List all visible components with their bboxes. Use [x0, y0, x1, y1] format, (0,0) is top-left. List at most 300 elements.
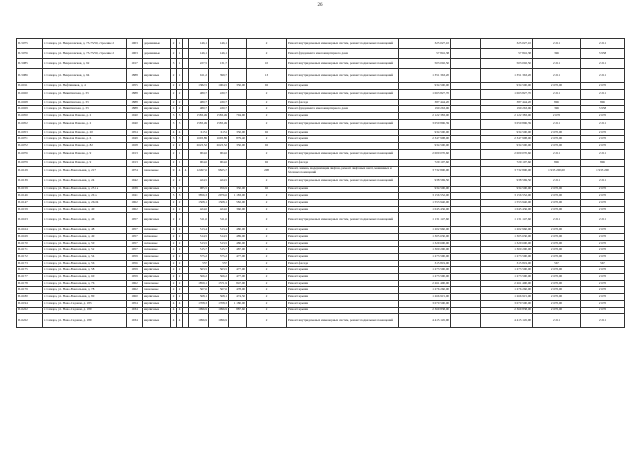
table-row: [17, 106, 625, 113]
cell-cost-fund: [451, 149, 481, 159]
cell-cost-total: 1 300 290,00: [481, 247, 533, 254]
cell-area-living: 430,7: [209, 106, 229, 113]
cell-area-living: 424,5: [209, 176, 229, 186]
cell-material: кирпичные: [143, 300, 171, 307]
cell-cost-fund: [451, 83, 481, 90]
cell-roof-area: 487,00: [229, 247, 247, 254]
cell-max-cost: 2 670: [581, 254, 625, 261]
cell-work-type: Ремонт внутридомовых инженерных систем, ремонт подвальных помещений: [287, 213, 399, 227]
cell-residents: 2: [247, 227, 287, 234]
cell-area-living: 557: [209, 260, 229, 267]
cell-cost-total: 1 273 590,00: [481, 274, 533, 281]
cell-area-living: 1571,9: [209, 280, 229, 287]
cell-area-living: 1996,9: [209, 314, 229, 328]
cell-floors: 2: [171, 213, 177, 227]
cell-roof-area: [229, 49, 247, 59]
cell-max-cost: 3 958: [581, 106, 625, 113]
cell-year: 1959: [127, 274, 143, 281]
table-row: [17, 159, 625, 166]
cell-cost-fund: [451, 176, 481, 186]
cell-work-type: Ремонт крыши: [287, 294, 399, 301]
cell-id: П-6222: [17, 307, 43, 314]
cell-max-cost: 2 670: [581, 233, 625, 240]
cell-floors: 2: [171, 280, 177, 287]
cell-cost: 2 347 998,00: [399, 136, 451, 143]
cell-material: деревянные: [143, 49, 171, 59]
cell-address: г. Самара, ул. Ново-Вокзальная, д. 48: [43, 227, 127, 234]
cell-roof-area: 477,00: [229, 254, 247, 261]
cell-max-cost: 2 670: [581, 267, 625, 274]
cell-cost-total: 2 122 383,00: [481, 113, 533, 120]
cell-cost-fund: [451, 307, 481, 314]
cell-address: г. Самара, ул. Ново-Вокзальная, д. 80: [43, 294, 127, 301]
cell-cost-fund: [451, 119, 481, 129]
cell-id: П-5086: [17, 69, 43, 83]
cell-address: г. Самара, ул. Николая Панова, д. 2: [43, 113, 127, 120]
cell-cost-fund: [451, 159, 481, 166]
cell-work-type: Ремонт фасада: [287, 159, 399, 166]
cell-area-total: 566,2: [189, 274, 209, 281]
cell-area-living: 1996,9: [209, 307, 229, 314]
cell-work-type: Ремонт внутридомовых инженерных систем, ремонт подвальных помещений: [287, 176, 399, 186]
cell-entrances: 2: [177, 267, 183, 274]
cell-address: г. Самара, ул. Ново-Вокзальная, д. 54: [43, 254, 127, 261]
cell-work-type: Ремонт крыши: [287, 267, 399, 274]
cell-cost: 2 122 383,00: [399, 113, 451, 120]
table-row: [17, 274, 625, 281]
cell-unit-cost: 2 211: [533, 314, 581, 328]
cell-work-type: Ремонт крыши: [287, 280, 399, 287]
cell-id: П-6052: [17, 119, 43, 129]
cell-year: 1903: [127, 39, 143, 49]
cell-max-cost: 2 211: [581, 89, 625, 99]
cell-address: г. Самара, ул. Никитинская, д. 33: [43, 106, 127, 113]
cell-material: панельные: [143, 287, 171, 294]
cell-cost: 934 500,00: [399, 186, 451, 193]
cell-entrances: 3: [177, 113, 183, 120]
cell-material: кирпичные: [143, 274, 171, 281]
cell-max-cost: 2 670: [581, 294, 625, 301]
table-row: [17, 280, 625, 287]
cell-area-total: 1583,49: [189, 113, 209, 120]
cell-id: П-6164: [17, 227, 43, 234]
cell-area-total: 146,1: [189, 39, 209, 49]
cell-area-total: 1996,9: [189, 314, 209, 328]
cell-work-type: Ремонт крыши: [287, 129, 399, 136]
cell-address: г. Самара, ул. Ново-Вокзальная, д. 49: [43, 233, 127, 240]
cell-area-total: 511,6: [189, 213, 209, 227]
cell-max-cost: 2 211: [581, 119, 625, 129]
cell-cost: 315 819,00: [399, 260, 451, 267]
page-number: 26: [317, 3, 323, 8]
cell-max-cost: 2 670: [581, 274, 625, 281]
cell-floors: 3: [171, 113, 177, 120]
cell-floors: 2: [171, 274, 177, 281]
cell-cost-fund: [451, 300, 481, 307]
cell-year: 1962: [127, 280, 143, 287]
cell-address: г. Самара, ул. Ново-Садовая, д. 183: [43, 300, 127, 307]
cell-area-living: 904,6: [209, 159, 229, 166]
cell-max-cost: 2 211: [581, 314, 625, 328]
cell-residents: 13: [247, 69, 287, 83]
cell-unit-cost: 2 211: [533, 119, 581, 129]
cell-max-cost: 2 670: [581, 136, 625, 143]
cell-max-cost: 2 670: [581, 300, 625, 307]
cell-floors: 2: [171, 199, 177, 206]
cell-cost-fund: [451, 186, 481, 193]
cell-work-type: Ремонт крыши: [287, 307, 399, 314]
cell-work-type: Ремонт крыши: [287, 186, 399, 193]
cell-area-total: 1708,3: [189, 300, 209, 307]
table-row: [17, 143, 625, 150]
cell-cost: 1 063 827,70: [399, 89, 451, 99]
cell-address: г. Самара, ул. Ново-Вокзальная, д. 76: [43, 280, 127, 287]
cell-cost-total: 2 261 490,00: [481, 280, 533, 287]
table-row: [17, 213, 625, 227]
cell-area-total: 424,6: [189, 206, 209, 213]
cell-max-cost: 2 670: [581, 247, 625, 254]
cell-max-cost: 2 670: [581, 129, 625, 136]
cell-cost-total: 1 329 600,00: [481, 240, 533, 247]
cell-floors: 2: [171, 143, 177, 150]
cell-cost-fund: [451, 113, 481, 120]
cell-cost-fund: [451, 69, 481, 83]
cell-address: г. Самара, ул. Ново-Вокзальная, д. 26 а: [43, 193, 127, 200]
cell-area-living: 9825,7: [209, 166, 229, 176]
cell-roof-area: 480,00: [229, 227, 247, 234]
cell-roof-area: 489,00: [229, 233, 247, 240]
cell-unit-cost: 567: [533, 260, 581, 267]
cell-year: 1957: [127, 233, 143, 240]
cell-id: П-5075: [17, 39, 43, 49]
cell-roof-area: 478,00: [229, 287, 247, 294]
cell-roof-area: [229, 176, 247, 186]
cell-year: 1962: [127, 206, 143, 213]
cell-residents: 2: [247, 314, 287, 328]
cell-entrances: 2: [177, 83, 183, 90]
cell-address: г. Самара, ул. Ново-Садовая, д. 189: [43, 314, 127, 328]
cell-cost-total: 3 732 800,00: [481, 166, 533, 176]
cell-cost-fund: [451, 206, 481, 213]
cell-address: г. Самара, ул. Ново-Вокзальная, д. 251 а: [43, 186, 127, 193]
cell-residents: 2: [247, 149, 287, 159]
cell-cost: 387 444,20: [399, 99, 451, 106]
cell-area-living: 1583,49: [209, 113, 229, 120]
cell-area-total: 1996,9: [189, 307, 209, 314]
cell-work-type: Ремонт внутридомовых инженерных систем, ремонт подвальных помещений: [287, 314, 399, 328]
cell-cost-fund: [451, 136, 481, 143]
table-row: [17, 199, 625, 206]
cell-residents: 2: [247, 307, 287, 314]
cell-address: г. Самара, ул. Ново-Садовая, д. 189: [43, 307, 127, 314]
cell-cost-total: 1 553 940,00: [481, 199, 533, 206]
cell-cost: 2 369 838,00: [399, 307, 451, 314]
cell-area-living: 1508,1: [209, 199, 229, 206]
cell-year: 1888: [127, 69, 143, 83]
cell-id: П-6179: [17, 287, 43, 294]
cell-year: 1888: [127, 106, 143, 113]
table-row: [17, 227, 625, 234]
cell-cost-total: 503 002,50: [481, 59, 533, 69]
cell-cost: 3 050 896,39: [399, 119, 451, 129]
cell-area-total: 1583,49: [189, 119, 209, 129]
table-row: [17, 240, 625, 247]
cell-work-type: Ремонт крыши: [287, 136, 399, 143]
cell-unit-cost: 2 670,00: [533, 280, 581, 287]
cell-area-living: 514,5: [209, 233, 229, 240]
cell-year: 1934: [127, 307, 143, 314]
cell-year: 1913: [127, 149, 143, 159]
cell-floors: 2: [171, 247, 177, 254]
cell-max-cost: 2 211: [581, 39, 625, 49]
cell-roof-area: [229, 89, 247, 99]
cell-material: панельные: [143, 280, 171, 287]
repair-program-table: [16, 38, 625, 328]
cell-address: г. Самара, ул. Ново-Вокзальная, д. 24: [43, 176, 127, 186]
cell-work-type: Ремонт фундамента многоквартирного дома: [287, 49, 399, 59]
cell-work-type: Ремонт внутридомовых инженерных систем, ремонт подвальных помещений: [287, 59, 399, 69]
cell-unit-cost: 2 670,00: [533, 129, 581, 136]
cell-work-type: Ремонт фундамента многоквартирного дома: [287, 106, 399, 113]
cell-id: П-6178: [17, 280, 43, 287]
table-row: [17, 233, 625, 240]
cell-cost-fund: [451, 106, 481, 113]
cell-material: шлаковые: [143, 240, 171, 247]
cell-id: П-6079: [17, 159, 43, 166]
cell-material: шлаковые: [143, 247, 171, 254]
cell-unit-cost: 2 670,00: [533, 274, 581, 281]
table-row: [17, 294, 625, 301]
cell-roof-area: [229, 213, 247, 227]
cell-floors: 2: [171, 89, 177, 99]
cell-cost-total: 190 263,06: [481, 106, 533, 113]
cell-roof-area: [229, 106, 247, 113]
cell-work-type: Ремонт крыши: [287, 233, 399, 240]
cell-year: 1962: [127, 199, 143, 206]
cell-entrances: 4: [177, 166, 183, 176]
cell-unit-cost: 2 670,00: [533, 287, 581, 294]
cell-residents: 2: [247, 274, 287, 281]
cell-max-cost: 2 211: [581, 213, 625, 227]
cell-year: 1888: [127, 99, 143, 106]
cell-cost-total: 729 107,60: [481, 159, 533, 166]
cell-residents: 2: [247, 119, 287, 129]
cell-roof-area: 474,50: [229, 294, 247, 301]
cell-entrances: 2: [177, 247, 183, 254]
cell-area-living: 424,6: [209, 206, 229, 213]
cell-area-total: 1508,1: [189, 199, 209, 206]
cell-floors: 2: [171, 176, 177, 186]
cell-residents: 2: [247, 193, 287, 200]
cell-floors: 2: [171, 69, 177, 83]
cell-unit-cost: 2 670,00: [533, 300, 581, 307]
cell-id: П-6053: [17, 129, 43, 136]
table-row: [17, 260, 625, 267]
cell-cost: 1 300 290,00: [399, 247, 451, 254]
cell-cost-total: 934 500,00: [481, 83, 533, 90]
cell-material: кирпичные: [143, 69, 171, 83]
cell-material: кирпичные: [143, 260, 171, 267]
cell-work-type: Ремонт крыши: [287, 83, 399, 90]
cell-max-cost: 806: [581, 159, 625, 166]
cell-floors: 2: [171, 227, 177, 234]
cell-cost: 934 500,00: [399, 129, 451, 136]
cell-area-total: 575,2: [189, 254, 209, 261]
cell-area-total: 514,5: [189, 233, 209, 240]
cell-id: П-6159: [17, 206, 43, 213]
cell-roof-area: 582,00: [229, 199, 247, 206]
cell-lifts: 4: [183, 166, 189, 176]
cell-area-living: 1708,3: [209, 300, 229, 307]
cell-cost-fund: [451, 49, 481, 59]
cell-unit-cost: 2 670: [533, 113, 581, 120]
cell-work-type: Ремонт фасада: [287, 260, 399, 267]
cell-year: 1941: [127, 193, 143, 200]
cell-entrances: 2: [177, 206, 183, 213]
cell-max-cost: 2 211: [581, 176, 625, 186]
cell-id: П-6171: [17, 247, 43, 254]
cell-roof-area: [229, 159, 247, 166]
cell-roof-area: [229, 314, 247, 328]
cell-max-cost: 806: [581, 99, 625, 106]
cell-roof-area: 480,00: [229, 240, 247, 247]
cell-material: шлаковые: [143, 233, 171, 240]
cell-work-type: Ремонт крыши: [287, 193, 399, 200]
cell-id: П-6072: [17, 143, 43, 150]
cell-area-total: 12497,6: [189, 166, 209, 176]
cell-roof-area: [229, 59, 247, 69]
cell-address: г. Самара, ул. Николая Панова, д. 2: [43, 119, 127, 129]
cell-id: П-6139: [17, 176, 43, 186]
cell-floors: 2: [171, 39, 177, 49]
cell-cost: 934 500,00: [399, 143, 451, 150]
table-row: [17, 300, 625, 307]
cell-unit-cost: 2 670,00: [533, 254, 581, 261]
cell-roof-area: 477,00: [229, 267, 247, 274]
cell-floors: 2: [171, 233, 177, 240]
cell-roof-area: [229, 69, 247, 83]
cell-cost-fund: [451, 254, 481, 261]
cell-max-cost: 2 211: [581, 69, 625, 83]
cell-cost-fund: [451, 267, 481, 274]
cell-cost: 1 202 960,00: [399, 227, 451, 234]
cell-year: 1940: [127, 119, 143, 129]
table-row: [17, 39, 625, 49]
cell-cost-total: 315 819,00: [481, 260, 533, 267]
cell-unit-cost: 2 670,00: [533, 247, 581, 254]
cell-cost-fund: [451, 287, 481, 294]
cell-area-living: 1693,89: [209, 136, 229, 143]
cell-roof-area: 887,60: [229, 307, 247, 314]
cell-year: 1957: [127, 240, 143, 247]
cell-unit-cost: 396: [533, 49, 581, 59]
cell-id: П-6222: [17, 314, 43, 328]
cell-area-living: 515,7: [209, 247, 229, 254]
cell-residents: 2: [247, 287, 287, 294]
cell-unit-cost: 1 933 200,00: [533, 166, 581, 176]
cell-work-type: Ремонт крыши: [287, 247, 399, 254]
cell-unit-cost: 806: [533, 159, 581, 166]
cell-id: П-6020: [17, 89, 43, 99]
cell-work-type: Ремонт крыши: [287, 113, 399, 120]
cell-material: кирпичные: [143, 314, 171, 328]
cell-floors: 2: [171, 99, 177, 106]
cell-material: панельные: [143, 206, 171, 213]
cell-work-type: Ремонт внутридомовых инженерных систем, ремонт подвальных помещений: [287, 69, 399, 83]
cell-max-cost: 1 933 200: [581, 166, 625, 176]
cell-area-living: 568,1: [209, 294, 229, 301]
cell-residents: 92: [247, 83, 287, 90]
cell-cost: 934 500,00: [399, 83, 451, 90]
cell-entrances: 3: [177, 119, 183, 129]
cell-entrances: 2: [177, 213, 183, 227]
cell-cost: 1 273 590,00: [399, 274, 451, 281]
cell-cost-total: 934 500,00: [481, 129, 533, 136]
cell-cost: 3 070 500,00: [399, 300, 451, 307]
cell-area-total: 146,1: [189, 49, 209, 59]
cell-residents: 2: [247, 213, 287, 227]
cell-year: 1974: [127, 166, 143, 176]
cell-cost: 1 273 590,00: [399, 267, 451, 274]
cell-work-type: Ремонт внутридомовых инженерных систем, ремонт подвальных помещений: [287, 89, 399, 99]
cell-area-living: 511,6: [209, 213, 229, 227]
cell-residents: 92: [247, 143, 287, 150]
cell-max-cost: 2 670: [581, 206, 625, 213]
cell-area-living: 956,9: [209, 186, 229, 193]
cell-work-type: Ремонт крыши: [287, 300, 399, 307]
cell-residents: 2: [247, 199, 287, 206]
cell-residents: 92: [247, 186, 287, 193]
cell-cost-total: 1 273 590,00: [481, 254, 533, 261]
cell-floors: 4: [171, 300, 177, 307]
cell-material: панельные: [143, 254, 171, 261]
cell-cost-fund: [451, 39, 481, 49]
cell-area-living: 131,7: [209, 59, 229, 69]
cell-area-living: 1583,49: [209, 119, 229, 129]
cell-material: деревянные: [143, 39, 171, 49]
cell-floors: 4: [171, 314, 177, 328]
cell-address: г. Самара, ул. Ново-Вокзальная, д. 60: [43, 274, 127, 281]
cell-year: 1942: [127, 176, 143, 186]
cell-area-living: 2623,52: [209, 143, 229, 150]
cell-residents: 2: [247, 260, 287, 267]
cell-roof-area: 879,40: [229, 136, 247, 143]
cell-cost-fund: [451, 240, 481, 247]
table-row: [17, 129, 625, 136]
cell-year: 1960: [127, 294, 143, 301]
cell-unit-cost: 2 670,00: [533, 193, 581, 200]
cell-material: кирпичные: [143, 159, 171, 166]
cell-floors: 2: [171, 240, 177, 247]
cell-id: П-6194: [17, 300, 43, 307]
cell-work-type: Ремонт крыши: [287, 287, 399, 294]
cell-material: кирпичные: [143, 59, 171, 69]
cell-area-total: 904,6: [189, 159, 209, 166]
table-row: [17, 307, 625, 314]
cell-material: кирпичные: [143, 113, 171, 120]
cell-residents: 2: [247, 99, 287, 106]
cell-cost-fund: [451, 314, 481, 328]
cell-cost-total: 1 351 363,20: [481, 69, 533, 83]
table-row: [17, 193, 625, 200]
cell-id: П-6170: [17, 240, 43, 247]
cell-cost: 938 569,50: [399, 176, 451, 186]
cell-entrances: 2: [177, 176, 183, 186]
cell-work-type: Ремонт крыши: [287, 240, 399, 247]
cell-cost-fund: [451, 166, 481, 176]
cell-id: П-6029: [17, 106, 43, 113]
cell-floors: 9: [171, 166, 177, 176]
